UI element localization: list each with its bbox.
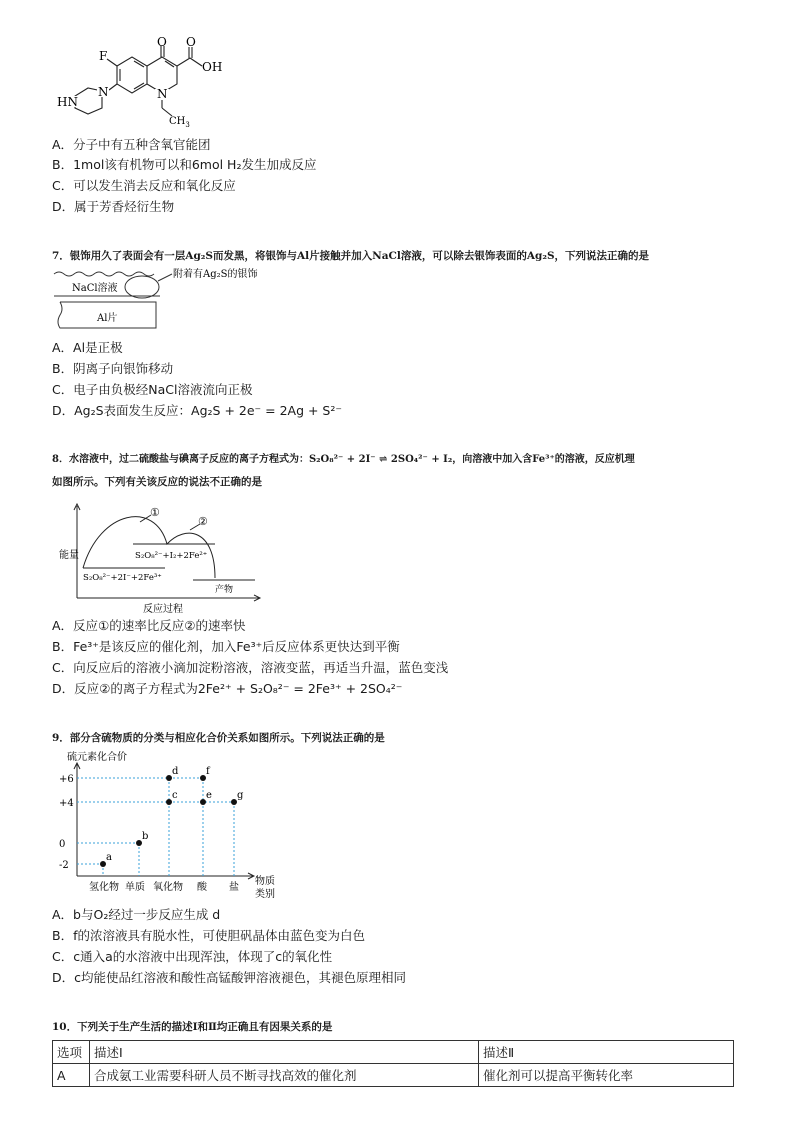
- molecule-structure: [55, 36, 235, 128]
- q6-option-d[interactable]: D．属于芳香烃衍生物: [52, 199, 175, 214]
- q9-option-b[interactable]: B．f的浓溶液具有脱水性，可使胆矾晶体由蓝色变为白色: [52, 928, 365, 943]
- amine-label: HN: [57, 95, 78, 109]
- table-cell: A: [53, 1064, 90, 1087]
- q10-stem: 10．下列关于生产生活的描述Ⅰ和Ⅱ均正确且有因果关系的是: [52, 1021, 333, 1033]
- q8-option-b[interactable]: B．Fe³⁺是该反应的催化剂，加入Fe³⁺后反应体系更快达到平衡: [52, 639, 400, 654]
- peak-one-label: ①: [150, 506, 160, 519]
- q8-energy-diagram: [55, 500, 270, 615]
- table-row[interactable]: [53, 1064, 734, 1087]
- category-label: 盐: [229, 882, 239, 893]
- y-axis-label: 硫元素化合价: [67, 752, 127, 763]
- data-point-label: a: [106, 852, 112, 863]
- silver-item-label: 附着有Ag₂S的银饰: [173, 269, 258, 280]
- hydroxyl-label: OH: [202, 60, 223, 74]
- q9-option-a[interactable]: A．b与O₂经过一步反应生成 d: [52, 907, 221, 922]
- y-tick-label: -2: [59, 860, 69, 871]
- data-point-label: e: [206, 790, 212, 801]
- data-point-label: c: [172, 790, 178, 801]
- q9-option-c[interactable]: C．c通入a的水溶液中出现浑浊，体现了c的氧化性: [52, 949, 333, 964]
- reactants-label: S₂O₈²⁻+2I⁻+2Fe³⁺: [83, 573, 162, 583]
- fluorine-label: F: [99, 49, 108, 63]
- q8-option-a[interactable]: A．反应①的速率比反应②的速率快: [52, 618, 246, 633]
- table-header-row: [53, 1041, 734, 1064]
- q6-option-b[interactable]: B．1mol该有机物可以和6mol H₂发生加成反应: [52, 157, 317, 172]
- data-point-label: b: [142, 831, 149, 842]
- x-axis-label-line1: 物质: [255, 876, 275, 887]
- data-point-label: f: [206, 766, 210, 777]
- q8-option-d[interactable]: D．反应②的离子方程式为2Fe²⁺ + S₂O₈²⁻ = 2Fe³⁺ + 2SO₄²⁻: [52, 681, 403, 696]
- table-header: 描述Ⅰ: [90, 1041, 479, 1064]
- table-cell: 催化剂可以提高平衡转化率: [479, 1064, 734, 1087]
- q8-stem-line1: 8．水溶液中，过二硫酸盐与碘离子反应的离子方程式为：S₂O₈²⁻ + 2I⁻ ⇌ 2SO₄²⁻ + I₂，向溶液中加入含Fe³⁺的溶液，反应机理: [52, 454, 635, 465]
- category-label: 氢化物: [89, 882, 119, 893]
- intermediate-label: S₂O₈²⁻+I₂+2Fe²⁺: [135, 551, 208, 561]
- ketone-oxygen-label: O: [157, 36, 167, 49]
- table-cell: 合成氨工业需要科研人员不断寻找高效的催化剂: [90, 1064, 479, 1087]
- methyl-label: $CH_3$: [169, 116, 190, 128]
- q7-option-d[interactable]: D．Ag₂S表面发生反应：Ag₂S + 2e⁻ = 2Ag + S²⁻: [52, 403, 342, 418]
- q7-figure: [52, 266, 272, 336]
- nacl-solution-label: NaCl溶液: [72, 283, 118, 294]
- x-axis-label-line2: 类别: [255, 889, 275, 900]
- y-tick-label: +4: [59, 798, 74, 809]
- q6-option-a[interactable]: A．分子中有五种含氧官能团: [52, 137, 211, 152]
- q7-option-b[interactable]: B．阴离子向银饰移动: [52, 361, 174, 376]
- piperazine-nitrogen-label: N: [98, 85, 109, 99]
- q6-option-c[interactable]: C．可以发生消去反应和氧化反应: [52, 178, 236, 193]
- y-tick-label: 0: [59, 839, 66, 850]
- q7-option-c[interactable]: C．电子由负极经NaCl溶液流向正极: [52, 382, 253, 397]
- data-point-label: d: [172, 766, 179, 777]
- q9-option-d[interactable]: D．c均能使品红溶液和酸性高锰酸钾溶液褪色，其褪色原理相同: [52, 970, 406, 985]
- acid-oxygen-label: O: [186, 36, 196, 49]
- table-header: 描述Ⅱ: [479, 1041, 734, 1064]
- diagram-xlabel: 反应过程: [143, 604, 183, 615]
- q8-option-c[interactable]: C．向反应后的溶液小滴加淀粉溶液，溶液变蓝，再适当升温，蓝色变浅: [52, 660, 449, 675]
- diagram-ylabel: 能量: [59, 550, 79, 561]
- q7-stem: 7．银饰用久了表面会有一层Ag₂S而发黑，将银饰与Al片接触并加入NaCl溶液，可以除去银饰表面的Ag₂S，下列说法正确的是: [52, 250, 650, 262]
- data-point-label: g: [237, 790, 244, 801]
- aluminum-plate-label: Al片: [97, 313, 118, 324]
- y-tick-label: +6: [59, 774, 74, 785]
- peak-two-label: ②: [198, 515, 208, 528]
- category-label: 酸: [197, 882, 207, 893]
- quinolone-nitrogen-label: N: [157, 87, 168, 101]
- products-label: 产物: [215, 585, 234, 595]
- q9-valence-chart: [55, 748, 285, 903]
- q7-option-a[interactable]: A．Al是正极: [52, 340, 123, 355]
- category-label: 单质: [125, 882, 145, 893]
- q10-table: [52, 1040, 734, 1087]
- q8-stem-line2: 如图所示。下列有关该反应的说法不正确的是: [52, 476, 262, 488]
- category-label: 氧化物: [153, 882, 183, 893]
- q9-stem: 9．部分含硫物质的分类与相应化合价关系如图所示。下列说法正确的是: [52, 732, 385, 744]
- table-header: 选项: [53, 1041, 90, 1064]
